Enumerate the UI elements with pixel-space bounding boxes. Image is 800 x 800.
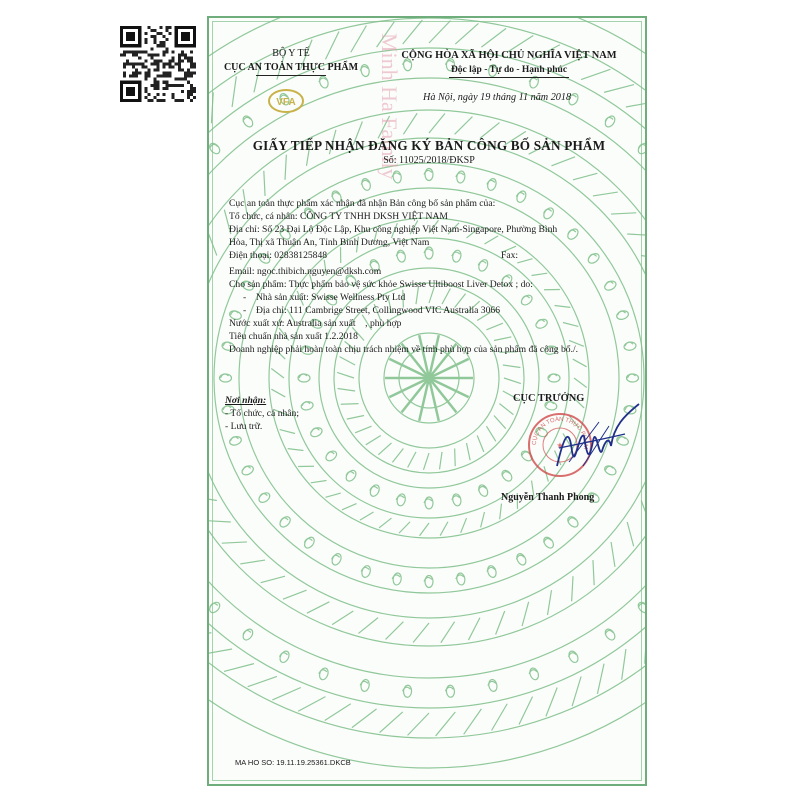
logo-text: VFA xyxy=(276,97,296,108)
header-rule xyxy=(256,75,326,76)
email-line: Email: ngoc.thibich.nguyen@dksh.com xyxy=(229,266,382,277)
recipients-block xyxy=(225,394,299,433)
qr-code xyxy=(120,26,196,102)
signer-name: Nguyễn Thanh Phong xyxy=(501,492,595,503)
body-line: Địa chỉ: 111 Cambrige Street, Collingwood VIC Australia 3066 xyxy=(256,305,500,316)
svg-text:★: ★ xyxy=(556,441,564,450)
body-line: Nước xuất xứ: Australia sản xuất , phù hợp xyxy=(229,318,402,329)
dossier-code: MA HO SO: 19.11.19.25361.DKCB xyxy=(235,758,351,767)
watermark-text: Minh Ha Family xyxy=(377,33,402,180)
body-line: Doanh nghiệp phải hoàn toàn chịu trách nhiệm về tính phù hợp của sản phẩm đã công bố./. xyxy=(229,344,579,355)
body-line: Cho sản phẩm: Thực phẩm bảo vệ sức khỏe Swisse Ultiboost Liver Detox ; do: xyxy=(229,279,533,290)
issuer-header xyxy=(221,48,361,76)
motto: Độc lập - Tự do - Hạnh phúc xyxy=(450,65,568,75)
body-line: Tiêu chuẩn nhà sản xuất 1.2.2018 xyxy=(229,331,358,342)
vfa-logo xyxy=(266,86,306,116)
body-line: Cục an toàn thực phẩm xác nhận đã nhận Bản công bố sản phẩm của: xyxy=(229,198,496,209)
ministry-name: BỘ Y TẾ xyxy=(272,48,310,59)
bullet: - xyxy=(243,305,247,316)
body-line: Tổ chức, cá nhân: CÔNG TY TNHH DKSH VIỆT NAM xyxy=(229,211,448,222)
seal-text: CỤC AN TOÀN THỰC PHẨM xyxy=(531,416,589,450)
phone-line: Điện thoại: 02838125848 xyxy=(229,250,328,261)
document-paper xyxy=(207,16,647,786)
document-number: Số: 11025/2018/ĐKSP xyxy=(383,155,475,166)
body-line: Hòa, Thị xã Thuận An, Tỉnh Bình Dương, Việt Nam xyxy=(229,237,430,248)
bullet: - xyxy=(243,292,247,303)
document-title: GIẤY TIẾP NHẬN ĐĂNG KÝ BẢN CÔNG BỐ SẢN PHẨM xyxy=(252,138,606,153)
agency-name: CỤC AN TOÀN THỰC PHẨM xyxy=(223,62,359,73)
signer-title: CỤC TRƯỞNG xyxy=(513,393,585,404)
recipients-heading: Nơi nhận: xyxy=(225,395,267,406)
motto-rule xyxy=(449,77,569,78)
body-line: Địa chỉ: Số 23 Đại Lộ Độc Lập, Khu công nghiệp Việt Nam-Singapore, Phường Bình xyxy=(229,224,558,235)
national-header xyxy=(374,50,644,78)
country-name: CỘNG HÒA XÃ HỘI CHỦ NGHĨA VIỆT NAM xyxy=(401,50,617,61)
signature xyxy=(539,396,647,486)
fax-label: Fax: xyxy=(501,250,519,261)
recipient-item: - Tổ chức, cá nhân; xyxy=(225,408,300,419)
issue-date: Hà Nội, ngày 19 tháng 11 năm 2018 xyxy=(423,92,572,103)
recipient-item: - Lưu trữ. xyxy=(225,421,263,432)
body-line: Nhà sản xuất: Swisse Wellness Pty Ltd xyxy=(256,292,406,303)
